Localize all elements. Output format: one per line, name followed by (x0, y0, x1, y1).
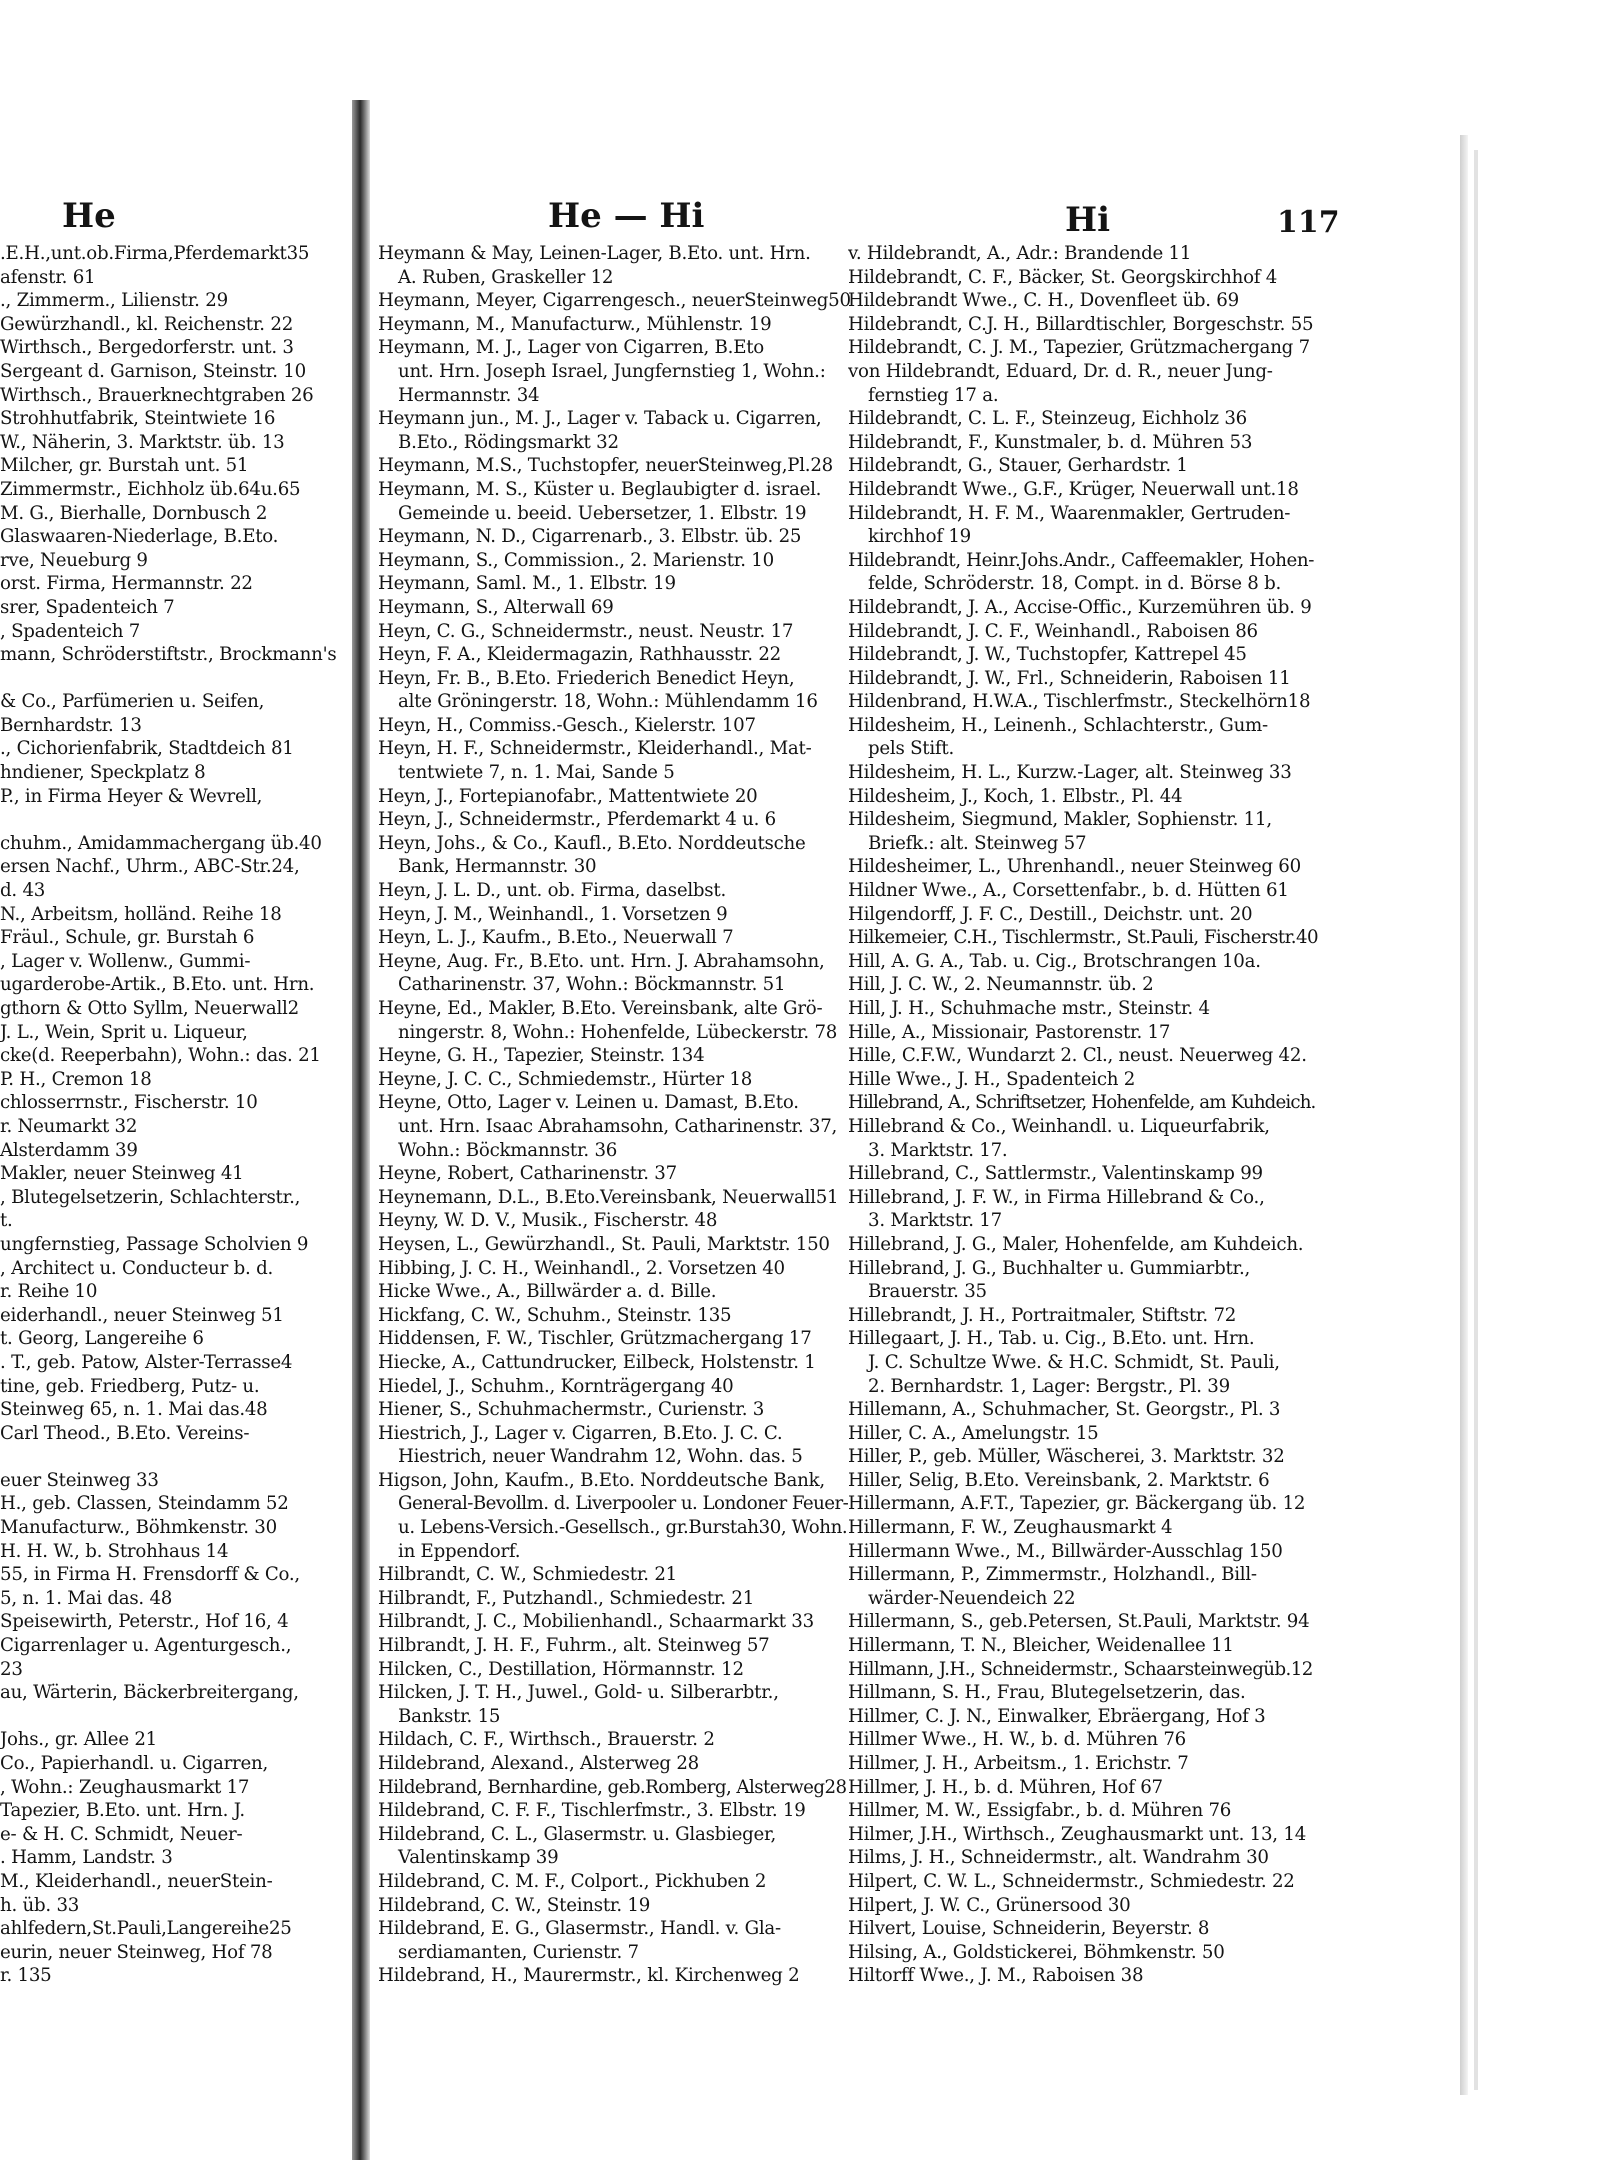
directory-entry-line: Heyne, Ed., Makler, B.Eto. Vereinsbank, alte Grö- (378, 998, 823, 1019)
directory-entry-line: Hildebrandt, J. A., Accise-Offic., Kurzemühren üb. 9 (848, 596, 1312, 618)
directory-entry-line: Hildebrandt, C. L. F., Steinzeug, Eichholz 36 (848, 408, 1247, 430)
directory-entry-line: Hillermann, S., geb.Petersen, St.Pauli, Marktstr. 94 (848, 1611, 1310, 1633)
directory-entry-line: eurin, neuer Steinweg, Hof 78 (0, 1941, 273, 1963)
directory-entry-line: J. L., Wein, Sprit u. Liqueur, (0, 1021, 248, 1043)
directory-entry-line: , Blutegelsetzerin, Schlachterstr., (0, 1186, 301, 1208)
directory-entry-line: Hilbrandt, C. W., Schmiedestr. 21 (378, 1564, 677, 1586)
directory-entry-line: r. Reihe 10 (0, 1281, 98, 1303)
directory-entry-line: Heyne, Aug. Fr., B.Eto. unt. Hrn. J. Abrahamsohn, (378, 950, 825, 972)
directory-entry-line: Heyne, Robert, Catharinenstr. 37 (378, 1163, 677, 1185)
left-page-running-head: He (62, 196, 116, 236)
directory-entry-line: Heymann jun., M. J., Lager v. Taback u. Cigarren, (378, 408, 822, 430)
directory-entry-line: orst. Firma, Hermannstr. 22 (0, 573, 253, 595)
directory-entry-line: serdiamanten, Curienstr. 7 (398, 1941, 639, 1963)
directory-entry-line: Hiltorff Wwe., J. M., Raboisen 38 (848, 1965, 1144, 1987)
directory-entry-line (0, 1445, 338, 1469)
directory-entry-line: Hildebrandt, F., Kunstmaler, b. d. Mühren 53 (848, 431, 1253, 453)
directory-entry-line: A. Ruben, Graskeller 12 (398, 266, 614, 288)
directory-entry-line: h. üb. 33 (0, 1894, 80, 1916)
directory-entry-line: ., Cichorienfabrik, Stadtdeich 81 (0, 738, 294, 760)
directory-entry-line: fernstieg 17 a. (868, 384, 999, 406)
directory-entry-line: e- & H. C. Schmidt, Neuer- (0, 1823, 243, 1845)
directory-entry-line: 2. Bernhardstr. 1, Lager: Bergstr., Pl. 39 (868, 1375, 1230, 1397)
directory-entry-line: General-Bevollm. d. Liverpooler u. Londoner Feuer- (398, 1493, 849, 1515)
directory-entry-line: Hille Wwe., J. H., Spadenteich 2 (848, 1068, 1136, 1090)
directory-entry-line: Hildebrand, C. M. F., Colport., Pickhuben 2 (378, 1870, 767, 1892)
directory-entry-line: Hermannstr. 34 (398, 384, 540, 406)
directory-entry-line: Hillmann, J.H., Schneidermstr., Schaarsteinwegüb.12 (848, 1658, 1313, 1680)
directory-entry-line: Hicke Wwe., A., Billwärder a. d. Bille. (378, 1281, 717, 1303)
directory-entry-line: Briefk.: alt. Steinweg 57 (868, 832, 1087, 854)
directory-entry-line: Hilms, J. H., Schneidermstr., alt. Wandrahm 30 (848, 1847, 1269, 1869)
directory-entry-line: Heyn, H. F., Schneidermstr., Kleiderhandl., Mat- (378, 738, 812, 760)
directory-entry-line: Hilpert, C. W. L., Schneidermstr., Schmiedestr. 22 (848, 1870, 1295, 1892)
directory-entry-line: Hille, C.F.W., Wundarzt 2. Cl., neust. Neuerweg 42. (848, 1045, 1307, 1067)
directory-entry-line: Heymann, M. S., Küster u. Beglaubigter d. israel. (378, 478, 822, 500)
directory-entry-line: Hillmer, J. H., Arbeitsm., 1. Erichstr. 7 (848, 1753, 1189, 1774)
directory-entry-line: Heymann, M. J., Lager von Cigarren, B.Eto (378, 337, 764, 359)
directory-entry-line: Hillermann, T. N., Bleicher, Weidenallee 11 (848, 1635, 1234, 1657)
directory-entry-line: Hilbrandt, J. H. F., Fuhrm., alt. Steinweg 57 (378, 1635, 770, 1657)
directory-entry-line: Hildebrand, Bernhardine, geb.Romberg, Alsterweg28 (378, 1776, 847, 1798)
directory-entry-line: N., Arbeitsm, holländ. Reihe 18 (0, 903, 282, 925)
directory-entry-line: Hill, J. C. W., 2. Neumannstr. üb. 2 (848, 974, 1154, 996)
directory-entry-line: Hillebrand, J. G., Maler, Hohenfelde, am Kuhdeich. (848, 1233, 1304, 1255)
page-edge (1460, 135, 1468, 2095)
directory-entry-line: Hillebrand & Co., Weinhandl. u. Liqueurfabrik, (848, 1115, 1270, 1137)
directory-entry-line: Sergeant d. Garnison, Steinstr. 10 (0, 360, 306, 382)
directory-entry-line: rve, Neueburg 9 (0, 549, 148, 571)
directory-entry-line: Heymann, M., Manufacturw., Mühlenstr. 19 (378, 313, 772, 335)
directory-entry-line: J. C. Schultze Wwe. & H.C. Schmidt, St. Pauli, (868, 1351, 1280, 1373)
directory-entry-line: Heyne, G. H., Tapezier, Steinstr. 134 (378, 1045, 705, 1067)
directory-entry-line (0, 1705, 338, 1729)
page-number: 117 (1277, 205, 1340, 240)
directory-entry-line: d. 43 (0, 880, 46, 902)
directory-entry-line: eiderhandl., neuer Steinweg 51 (0, 1304, 284, 1326)
directory-entry-line: Hilmer, J.H., Wirthsch., Zeughausmarkt unt. 13, 14 (848, 1823, 1307, 1845)
directory-entry-line: Heymann, N. D., Cigarrenarb., 3. Elbstr. üb. 25 (378, 526, 802, 548)
directory-entry-line: Hilbrandt, J. C., Mobilienhandl., Schaarmarkt 33 (378, 1611, 814, 1633)
directory-entry-line: Hibbing, J. C. H., Weinhandl., 2. Vorsetzen 40 (378, 1257, 785, 1279)
directory-entry-line: Fräul., Schule, gr. Burstah 6 (0, 927, 255, 949)
directory-entry-line: Hildesheim, Siegmund, Makler, Sophienstr. 11, (848, 809, 1272, 831)
directory-entry-line: Hildebrand, H., Maurermstr., kl. Kirchenweg 2 (378, 1965, 800, 1987)
directory-entry-line: H., geb. Classen, Steindamm 52 (0, 1493, 289, 1515)
directory-entry-line: Hillebrand, J. G., Buchhalter u. Gummiarbtr., (848, 1257, 1251, 1279)
directory-entry-line: B.Eto., Rödingsmarkt 32 (398, 431, 619, 453)
directory-entry-line: kirchhof 19 (868, 526, 972, 548)
directory-entry-line: Hildenbrand, H.W.A., Tischlerfmstr., Steckelhörn18 (848, 691, 1311, 713)
directory-entry-line: Hilkemeier, C.H., Tischlermstr., St.Pauli, Fischerstr.40 (848, 927, 1318, 949)
directory-entry-line: P., in Firma Heyer & Wevrell, (0, 785, 263, 807)
directory-entry-line (0, 667, 338, 691)
directory-entry-line: Hillermann, F. W., Zeughausmarkt 4 (848, 1517, 1173, 1539)
directory-entry-line: 3. Marktstr. 17. (868, 1139, 1008, 1161)
directory-entry-line: in Eppendorf. (398, 1540, 521, 1562)
directory-entry-line: Hiddensen, F. W., Tischler, Grützmachergang 17 (378, 1328, 812, 1350)
directory-entry-line: M. G., Bierhalle, Dornbusch 2 (0, 502, 268, 524)
directory-entry-line: , Spadenteich 7 (0, 620, 141, 642)
directory-entry-line: Hillermann, P., Zimmermstr., Holzhandl., Bill- (848, 1564, 1257, 1586)
directory-entry-line: Hillemann, A., Schuhmacher, St. Georgstr., Pl. 3 (848, 1399, 1281, 1421)
directory-entry-line: Zimmermstr., Eichholz üb.64u.65 (0, 478, 301, 500)
directory-entry-line: Heymann, M.S., Tuchstopfer, neuerSteinweg,Pl.28 (378, 455, 833, 477)
directory-entry-line: , Lager v. Wollenw., Gummi- (0, 950, 251, 972)
directory-entry-line: . Hamm, Landstr. 3 (0, 1847, 173, 1869)
directory-entry-line: Hill, J. H., Schuhmache mstr., Steinstr. 4 (848, 998, 1210, 1019)
directory-entry-line: Hiestrich, J., Lager v. Cigarren, B.Eto. J. C. C. (378, 1422, 783, 1444)
directory-entry-line: gthorn & Otto Syllm, Neuerwall2 (0, 998, 299, 1019)
directory-entry-line: Hillermann, A.F.T., Tapezier, gr. Bäckergang üb. 12 (848, 1493, 1306, 1515)
directory-entry-line: , Architect u. Conducteur b. d. (0, 1257, 273, 1279)
directory-entry-line: Hildesheim, H. L., Kurzw.-Lager, alt. Steinweg 33 (848, 762, 1292, 784)
directory-entry-line: Hildebrandt, C. J. M., Tapezier, Grützmachergang 7 (848, 337, 1310, 359)
directory-entry-line: Manufacturw., Böhmkenstr. 30 (0, 1517, 277, 1539)
directory-entry-line: tine, geb. Friedberg, Putz- u. (0, 1375, 260, 1397)
directory-entry-line: Gewürzhandl., kl. Reichenstr. 22 (0, 313, 294, 335)
directory-entry-line: Wohn.: Böckmannstr. 36 (398, 1139, 618, 1161)
directory-entry-line: Hillegaart, J. H., Tab. u. Cig., B.Eto. unt. Hrn. (848, 1328, 1255, 1350)
directory-entry-line: Hildach, C. F., Wirthsch., Brauerstr. 2 (378, 1729, 715, 1751)
directory-entry-line: ., Zimmerm., Lilienstr. 29 (0, 290, 228, 312)
middle-running-head: He — Hi (548, 196, 705, 236)
directory-entry-line: Hilpert, J. W. C., Grünersood 30 (848, 1894, 1131, 1916)
directory-entry-line: euer Steinweg 33 (0, 1469, 159, 1491)
directory-entry-line: Hillebrand, C., Sattlermstr., Valentinskamp 99 (848, 1163, 1263, 1185)
directory-entry-line: t. Georg, Langereihe 6 (0, 1328, 204, 1350)
directory-entry-line: Higson, John, Kaufm., B.Eto. Norddeutsche Bank, (378, 1469, 825, 1491)
directory-entry-line: Hiecke, A., Cattundrucker, Eilbeck, Holstenstr. 1 (378, 1351, 816, 1373)
directory-entry-line: Heyn, L. J., Kaufm., B.Eto., Neuerwall 7 (378, 927, 734, 949)
directory-entry-line: Bank, Hermannstr. 30 (398, 856, 597, 878)
directory-entry-line: Hildesheim, H., Leinenh., Schlachterstr., Gum- (848, 714, 1268, 736)
directory-entry-line: ersen Nachf., Uhrm., ABC-Str.24, (0, 856, 300, 878)
directory-entry-line: alte Gröningerstr. 18, Wohn.: Mühlendamm 16 (398, 691, 818, 713)
directory-entry-line: ungfernstieg, Passage Scholvien 9 (0, 1233, 309, 1255)
directory-entry-line: Cigarrenlager u. Agenturgesch., (0, 1635, 292, 1657)
directory-entry-line: v. Hildebrandt, A., Adr.: Brandende 11 (848, 243, 1192, 264)
right-running-head: Hi (1065, 200, 1111, 240)
directory-entry-line: Hillmer, J. H., b. d. Mühren, Hof 67 (848, 1776, 1163, 1798)
directory-entry-line: Hille, A., Missionair, Pastorenstr. 17 (848, 1021, 1171, 1043)
directory-entry-line: Hildebrand, Alexand., Alsterweg 28 (378, 1753, 699, 1774)
directory-entry-line: Strohhutfabrik, Steintwiete 16 (0, 408, 276, 430)
directory-entry-line: Brauerstr. 35 (868, 1281, 987, 1303)
directory-entry-line: chuhm., Amidammachergang üb.40 (0, 832, 322, 854)
directory-entry-line: Heyn, C. G., Schneidermstr., neust. Neustr. 17 (378, 620, 794, 642)
directory-entry-line: Heymann, S., Commission., 2. Marienstr. 10 (378, 549, 774, 571)
directory-entry-line: Heymann, Meyer, Cigarrengesch., neuerSteinweg50 (378, 290, 851, 312)
directory-entry-line: Heymann & May, Leinen-Lager, B.Eto. unt. Hrn. (378, 243, 811, 264)
directory-entry-line: Hildebrandt, J. C. F., Weinhandl., Raboisen 86 (848, 620, 1258, 642)
directory-entry-line: Hildebrandt Wwe., C. H., Dovenfleet üb. 69 (848, 290, 1239, 312)
directory-entry-line: r. 135 (0, 1965, 52, 1987)
directory-entry-line: Hillmer, C. J. N., Einwalker, Ebräergang, Hof 3 (848, 1705, 1266, 1727)
directory-entry-line: Hiller, P., geb. Müller, Wäscherei, 3. Marktstr. 32 (848, 1446, 1285, 1468)
directory-entry-line: Hillmer, M. W., Essigfabr., b. d. Mühren 76 (848, 1800, 1232, 1822)
directory-entry-line: Hillebrand, A., Schriftsetzer, Hohenfelde, am Kuhdeich. (848, 1092, 1316, 1114)
directory-entry-line: Hiller, C. A., Amelungstr. 15 (848, 1422, 1099, 1444)
directory-entry-line: Hildebrandt, J. W., Tuchstopfer, Kattrepel 45 (848, 644, 1247, 666)
directory-entry-line: cke(d. Reeperbahn), Wohn.: das. 21 (0, 1045, 321, 1067)
directory-entry-line: Hillebrand, J. F. W., in Firma Hillebrand & Co., (848, 1186, 1265, 1208)
directory-entry-line: Hildebrand, E. G., Glasermstr., Handl. v. Gla- (378, 1918, 781, 1940)
directory-entry-line: Hilcken, C., Destillation, Hörmannstr. 12 (378, 1658, 744, 1680)
directory-entry-line: Heymann, S., Alterwall 69 (378, 596, 614, 618)
directory-entry-line: Hilvert, Louise, Schneiderin, Beyerstr. 8 (848, 1918, 1210, 1940)
directory-entry-line: , Wohn.: Zeughausmarkt 17 (0, 1776, 250, 1798)
directory-entry-line: Bankstr. 15 (398, 1705, 501, 1727)
directory-entry-line: Hildebrandt Wwe., G.F., Krüger, Neuerwall unt.18 (848, 478, 1299, 500)
directory-entry-line: ugarderobe-Artik., B.Eto. unt. Hrn. (0, 974, 315, 996)
directory-entry-line: Heyn, J. M., Weinhandl., 1. Vorsetzen 9 (378, 903, 728, 925)
directory-entry-line: Hickfang, C. W., Schuhm., Steinstr. 135 (378, 1304, 732, 1326)
directory-entry-line: Heyn, J., Schneidermstr., Pferdemarkt 4 u. 6 (378, 809, 777, 831)
directory-entry-line: Alsterdamm 39 (0, 1139, 138, 1161)
directory-entry-line: afenstr. 61 (0, 266, 96, 288)
directory-entry-line: Heyn, F. A., Kleidermagazin, Rathhausstr. 22 (378, 644, 781, 666)
directory-entry-line: Heyn, Johs., & Co., Kaufl., B.Eto. Norddeutsche (378, 832, 806, 854)
directory-entry-line: srer, Spadenteich 7 (0, 596, 175, 618)
directory-entry-line: Speisewirth, Peterstr., Hof 16, 4 (0, 1611, 289, 1633)
directory-entry-line: Carl Theod., B.Eto. Vereins- (0, 1422, 250, 1444)
directory-entry-line: Hildesheimer, L., Uhrenhandl., neuer Steinweg 60 (848, 856, 1301, 878)
directory-entry-line: ahlfedern,St.Pauli,Langereihe25 (0, 1918, 292, 1940)
directory-entry-line: 5, n. 1. Mai das. 48 (0, 1587, 173, 1609)
directory-entry-line: Wirthsch., Brauerknechtgraben 26 (0, 384, 314, 406)
directory-entry-line: von Hildebrandt, Eduard, Dr. d. R., neuer Jung- (848, 360, 1273, 382)
directory-entry-line: Hiedel, J., Schuhm., Kornträgergang 40 (378, 1375, 734, 1397)
directory-entry-line: t. (0, 1210, 13, 1232)
directory-entry-line: Tapezier, B.Eto. unt. Hrn. J. (0, 1800, 245, 1822)
directory-entry-line: r. Neumarkt 32 (0, 1115, 138, 1137)
directory-entry-line: Steinweg 65, n. 1. Mai das.48 (0, 1399, 268, 1421)
directory-entry-line: Hildebrand, C. L., Glasermstr. u. Glasbieger, (378, 1823, 777, 1845)
directory-entry-line: felde, Schröderstr. 18, Compt. in d. Börse 8 b. (868, 573, 1282, 595)
directory-entry-line: Hildner Wwe., A., Corsettenfabr., b. d. Hütten 61 (848, 880, 1289, 902)
directory-entry-line: wärder-Neuendeich 22 (868, 1587, 1076, 1609)
directory-entry-line: . T., geb. Patow, Alster-Terrasse4 (0, 1351, 293, 1373)
directory-entry-line: Heyny, W. D. V., Musik., Fischerstr. 48 (378, 1210, 718, 1232)
directory-entry-line: Catharinenstr. 37, Wohn.: Böckmannstr. 51 (398, 974, 786, 996)
directory-entry-line: au, Wärterin, Bäckerbreitergang, (0, 1682, 299, 1704)
directory-entry-line: Heysen, L., Gewürzhandl., St. Pauli, Marktstr. 150 (378, 1233, 830, 1255)
directory-entry-line: Glaswaaren-Niederlage, B.Eto. (0, 526, 279, 548)
directory-entry-line: Co., Papierhandl. u. Cigarren, (0, 1753, 269, 1774)
directory-entry-line: ningerstr. 8, Wohn.: Hohenfelde, Lübeckerstr. 78 (398, 1021, 838, 1043)
directory-entry-line: Hillmann, S. H., Frau, Blutegelsetzerin, das. (848, 1682, 1246, 1704)
directory-entry-line: Valentinskamp 39 (398, 1847, 559, 1869)
directory-entry-line: Heyn, J., Fortepianofabr., Mattentwiete 20 (378, 785, 758, 807)
directory-entry-line: Hildebrand, C. F. F., Tischlerfmstr., 3. Elbstr. 19 (378, 1800, 806, 1822)
directory-entry-line: Hildebrandt, C. F., Bäcker, St. Georgskirchhof 4 (848, 266, 1278, 288)
directory-entry-line: Hilsing, A., Goldstickerei, Böhmkenstr. 50 (848, 1941, 1225, 1963)
directory-entry-line: Hildebrandt, H. F. M., Waarenmakler, Gertruden- (848, 502, 1291, 524)
directory-entry-line: & Co., Parfümerien u. Seifen, (0, 691, 265, 713)
directory-entry-line: Makler, neuer Steinweg 41 (0, 1163, 244, 1185)
directory-entry-line: Heyn, H., Commiss.-Gesch., Kielerstr. 107 (378, 714, 756, 736)
directory-entry-line: .E.H.,unt.ob.Firma,Pferdemarkt35 (0, 243, 310, 264)
directory-entry-line: Hilcken, J. T. H., Juwel., Gold- u. Silberarbtr., (378, 1682, 779, 1704)
directory-entry-line: Hilgendorff, J. F. C., Destill., Deichstr. unt. 20 (848, 903, 1253, 925)
directory-entry-line: Wirthsch., Bergedorferstr. unt. 3 (0, 337, 294, 359)
directory-entry-line: W., Näherin, 3. Marktstr. üb. 13 (0, 431, 285, 453)
directory-entry-line: Heynemann, D.L., B.Eto.Vereinsbank, Neuerwall51 (378, 1186, 839, 1208)
directory-entry-line: 55, in Firma H. Frensdorff & Co., (0, 1564, 300, 1586)
directory-entry-line: Hildesheim, J., Koch, 1. Elbstr., Pl. 44 (848, 785, 1183, 807)
directory-entry-line: Heyn, J. L. D., unt. ob. Firma, daselbst. (378, 880, 726, 902)
directory-entry-line: Hildebrand, C. W., Steinstr. 19 (378, 1894, 651, 1916)
directory-entry-line: Milcher, gr. Burstah unt. 51 (0, 455, 249, 477)
directory-entry-line: Hildebrandt, Heinr.Johs.Andr., Caffeemakler, Hohen- (848, 549, 1314, 571)
directory-entry-line: unt. Hrn. Isaac Abrahamsohn, Catharinenstr. 37, (398, 1115, 838, 1137)
directory-entry-line: Hill, A. G. A., Tab. u. Cig., Brotschrangen 10a. (848, 950, 1261, 972)
directory-entry-line: Hillmer Wwe., H. W., b. d. Mühren 76 (848, 1729, 1186, 1751)
directory-entry-line: Bernhardstr. 13 (0, 714, 142, 736)
directory-entry-line: Hilbrandt, F., Putzhandl., Schmiedestr. 21 (378, 1587, 755, 1609)
directory-entry-line: Gemeinde u. beeid. Uebersetzer, 1. Elbstr. 19 (398, 502, 807, 524)
directory-entry-line: hndiener, Speckplatz 8 (0, 762, 206, 784)
directory-entry-line: Hiller, Selig, B.Eto. Vereinsbank, 2. Marktstr. 6 (848, 1469, 1270, 1491)
directory-entry-line: Hillebrandt, J. H., Portraitmaler, Stiftstr. 72 (848, 1304, 1237, 1326)
directory-entry-line: Johs., gr. Allee 21 (0, 1729, 158, 1751)
directory-entry-line: M., Kleiderhandl., neuerStein- (0, 1870, 273, 1892)
directory-entry-line: Hildebrandt, G., Stauer, Gerhardstr. 1 (848, 455, 1188, 477)
directory-entry-line: chlosserrnstr., Fischerstr. 10 (0, 1092, 258, 1114)
page-edge (1474, 150, 1478, 2090)
directory-entry-line: Heyn, Fr. B., B.Eto. Friederich Benedict Heyn, (378, 667, 795, 689)
directory-entry-line: Hiener, S., Schuhmachermstr., Curienstr. 3 (378, 1399, 765, 1421)
directory-column-middle (378, 242, 852, 1988)
directory-entry-line: 23 (0, 1658, 23, 1680)
directory-column-right (848, 242, 1318, 1988)
directory-entry-line: Heyne, Otto, Lager v. Leinen u. Damast, B.Eto. (378, 1092, 799, 1114)
directory-entry-line: H. H. W., b. Strohhaus 14 (0, 1540, 229, 1562)
directory-entry-line: Heymann, Saml. M., 1. Elbstr. 19 (378, 573, 676, 595)
book-gutter (352, 100, 370, 2160)
directory-entry-line (0, 808, 338, 832)
directory-entry-line: tentwiete 7, n. 1. Mai, Sande 5 (398, 762, 675, 784)
directory-entry-line: Heyne, J. C. C., Schmiedemstr., Hürter 18 (378, 1068, 753, 1090)
left-page-column (0, 242, 338, 1988)
directory-entry-line: P. H., Cremon 18 (0, 1068, 152, 1090)
directory-entry-line: Hildebrandt, J. W., Frl., Schneiderin, Raboisen 11 (848, 667, 1291, 689)
directory-entry-line: u. Lebens-Versich.-Gesellsch., gr.Burstah30, Wohn. (398, 1517, 848, 1539)
directory-entry-line: pels Stift. (868, 738, 954, 760)
directory-entry-line: Hildebrandt, C.J. H., Billardtischler, Borgeschstr. 55 (848, 313, 1314, 335)
directory-entry-line: mann, Schröderstiftstr., Brockmann's (0, 644, 337, 666)
directory-entry-line: Hiestrich, neuer Wandrahm 12, Wohn. das. 5 (398, 1446, 803, 1468)
directory-entry-line: 3. Marktstr. 17 (868, 1210, 1002, 1232)
directory-entry-line: Hillermann Wwe., M., Billwärder-Ausschlag 150 (848, 1540, 1283, 1562)
directory-entry-line: unt. Hrn. Joseph Israel, Jungfernstieg 1, Wohn.: (398, 360, 826, 382)
